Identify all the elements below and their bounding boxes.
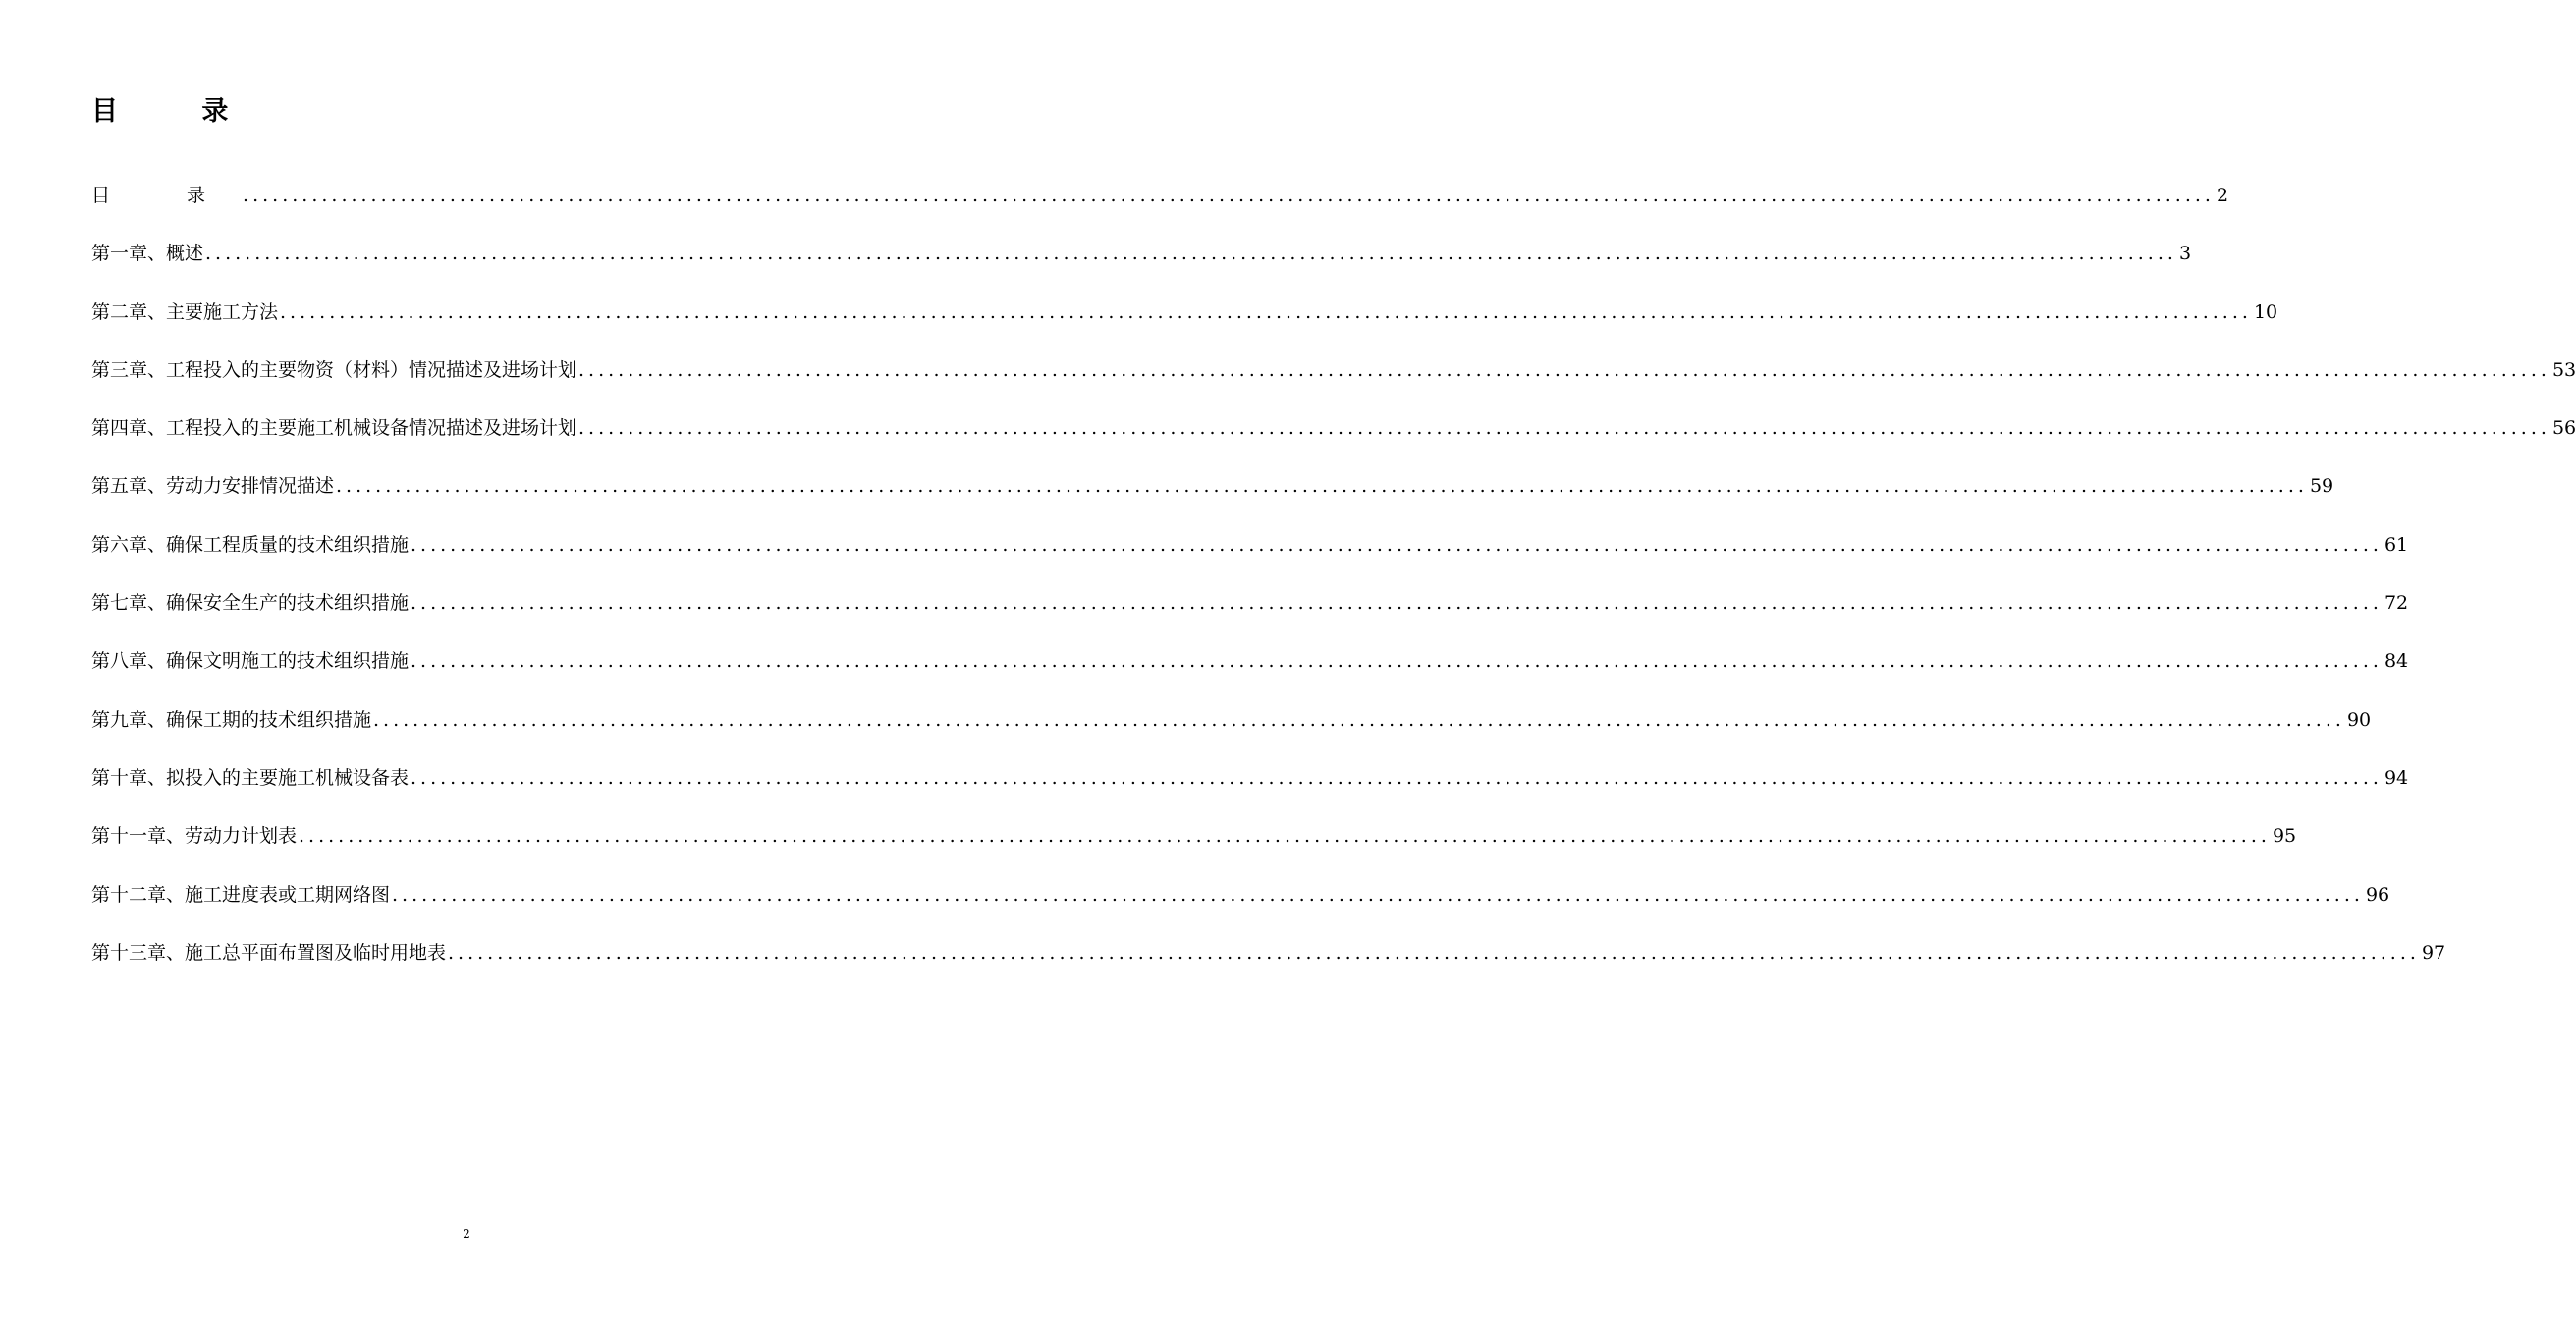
toc-entry[interactable]: [91, 643, 2409, 701]
toc-dot-leader: ........................................................................................................................................................................................................: [280, 301, 2252, 323]
toc-entry[interactable]: [91, 178, 2229, 236]
toc-entry[interactable]: [91, 527, 2409, 585]
toc-dot-leader: ........................................................................................................................................................................................................: [578, 417, 2550, 440]
toc-entry-label: 第七章、确保安全生产的技术组织措施: [91, 592, 410, 615]
toc-dot-leader: ........................................................................................................................................................................................................: [578, 358, 2550, 381]
toc-entry-label: 第十一章、劳动力计划表: [91, 825, 298, 848]
toc-entry-page: 95: [2272, 825, 2297, 848]
toc-entry-label: 第八章、确保文明施工的技术组织措施: [91, 650, 410, 673]
toc-entry-page: 72: [2384, 592, 2409, 615]
toc-entry-page: 53: [2551, 358, 2576, 381]
toc-entry-label: 第六章、确保工程质量的技术组织措施: [91, 533, 410, 556]
toc-dot-leader: ........................................................................................................................................................................................................: [243, 185, 2215, 206]
toc-entry-page: 94: [2384, 766, 2409, 789]
toc-entry-page: 56: [2551, 417, 2576, 440]
toc-entry-page: 10: [2253, 301, 2278, 323]
toc-dot-leader: ........................................................................................................................................................................................................: [411, 592, 2383, 615]
toc-dot-leader: ........................................................................................................................................................................................................: [336, 475, 2308, 498]
toc-dot-leader: ........................................................................................................................................................................................................: [411, 650, 2383, 673]
toc-entry-label: 第十章、拟投入的主要施工机械设备表: [91, 766, 410, 789]
toc-entry-label: 第三章、工程投入的主要物资（材料）情况描述及进场计划: [91, 358, 577, 381]
toc-entry-page: 84: [2384, 650, 2409, 673]
toc-entry[interactable]: [91, 353, 2576, 411]
toc-entry[interactable]: [91, 935, 2446, 993]
toc-entry[interactable]: [91, 585, 2409, 643]
page-number: 2: [463, 1227, 470, 1240]
toc-entry-label: 第二章、主要施工方法: [91, 301, 279, 323]
toc-entry-label: 第五章、劳动力安排情况描述: [91, 475, 335, 498]
toc-entry-label: 第九章、确保工期的技术组织措施: [91, 708, 372, 731]
toc-dot-leader: ........................................................................................................................................................................................................: [373, 708, 2345, 731]
toc-entry[interactable]: [91, 760, 2409, 818]
toc-dot-leader: ........................................................................................................................................................................................................: [411, 533, 2383, 556]
toc-entry-page: 2: [2216, 185, 2229, 206]
toc-dot-leader: ........................................................................................................................................................................................................: [448, 941, 2420, 963]
toc-entry-page: 3: [2178, 243, 2192, 265]
toc-dot-leader: ........................................................................................................................................................................................................: [299, 825, 2271, 848]
toc-entry[interactable]: [91, 818, 2297, 876]
toc-dot-leader: ........................................................................................................................................................................................................: [411, 766, 2383, 789]
toc-entry-page: 97: [2421, 941, 2446, 963]
toc-entry-page: 61: [2384, 533, 2409, 556]
page-title: 目 录: [91, 96, 266, 127]
toc-entry-label: 第十三章、施工总平面布置图及临时用地表: [91, 941, 447, 963]
toc-entry[interactable]: [91, 236, 2192, 294]
toc-entry[interactable]: [91, 877, 2390, 935]
toc-dot-leader: ........................................................................................................................................................................................................: [205, 243, 2177, 265]
toc-entry[interactable]: [91, 295, 2278, 353]
toc-entry-page: 90: [2346, 708, 2372, 731]
toc-entry-page: 96: [2365, 883, 2390, 906]
toc-entry-label: 第十二章、施工进度表或工期网络图: [91, 883, 391, 906]
toc-dot-leader: ........................................................................................................................................................................................................: [392, 883, 2364, 906]
toc-entry-page: 59: [2309, 475, 2334, 498]
toc-entry-label: 第一章、概述: [91, 243, 204, 265]
toc-entry[interactable]: [91, 468, 2334, 526]
table-of-contents: [91, 178, 2576, 993]
toc-entry[interactable]: [91, 411, 2576, 468]
toc-entry[interactable]: [91, 702, 2372, 760]
toc-entry-label: 目 录: [91, 185, 242, 206]
toc-entry-label: 第四章、工程投入的主要施工机械设备情况描述及进场计划: [91, 417, 577, 440]
